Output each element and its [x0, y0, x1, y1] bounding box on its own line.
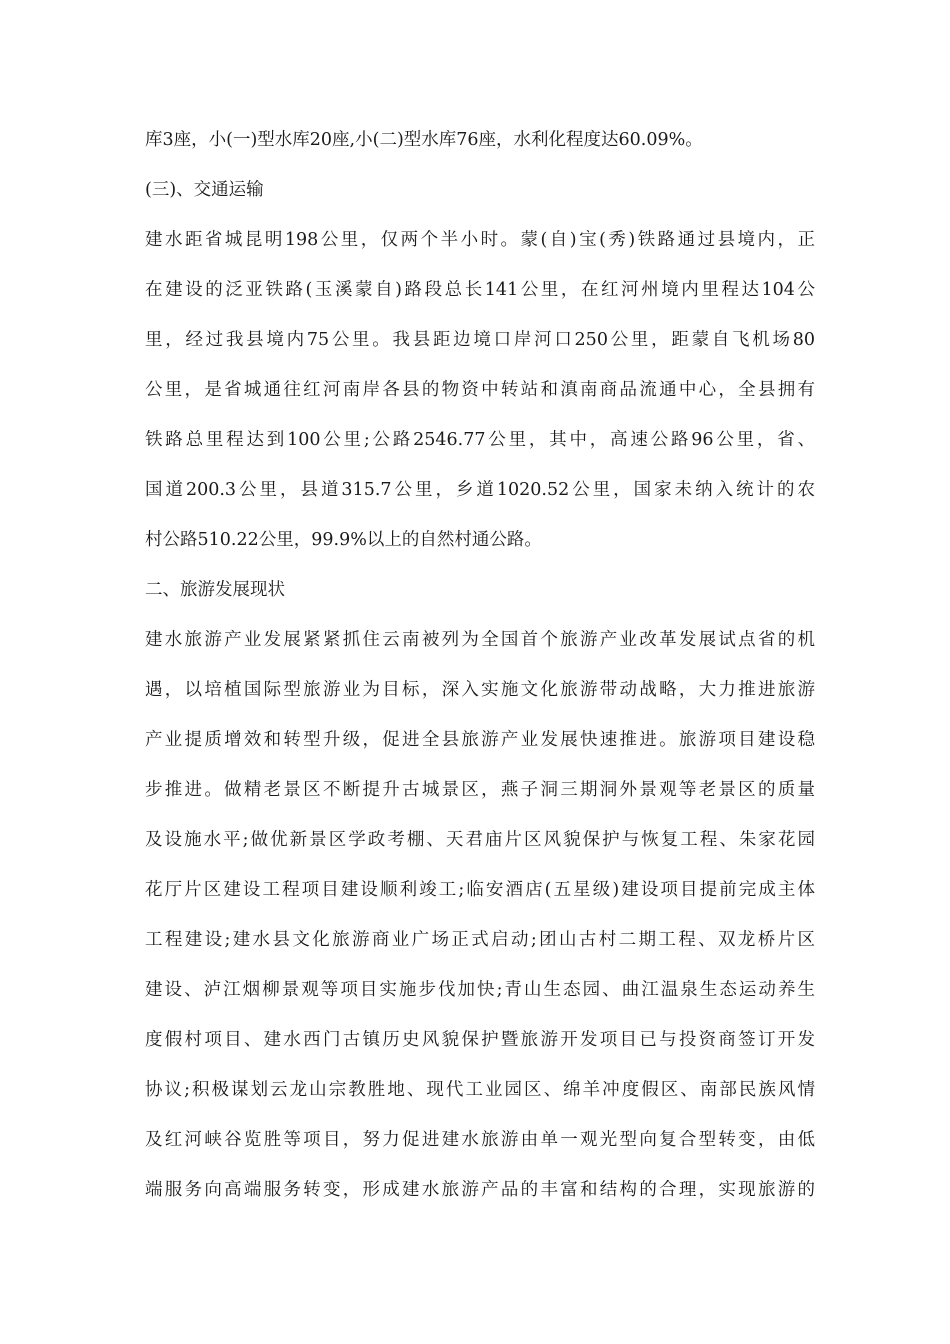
text-line: 及设施水平;做优新景区学政考棚、天君庙片区风貌保护与恢复工程、朱家花园 — [145, 830, 815, 850]
text-line: 公里，是省城通往红河南岸各县的物资中转站和滇南商品流通中心，全县拥有 — [145, 380, 815, 400]
text-line: 及红河峡谷览胜等项目，努力促进建水旅游由单一观光型向复合型转变，由低 — [145, 1130, 815, 1150]
text-line: 遇，以培植国际型旅游业为目标，深入实施文化旅游带动战略，大力推进旅游 — [145, 680, 815, 700]
text-line: 铁路总里程达到100公里;公路2546.77公里，其中，高速公路96公里，省、 — [145, 430, 815, 450]
text-line: 建水距省城昆明198公里，仅两个半小时。蒙(自)宝(秀)铁路通过县境内，正 — [145, 230, 815, 250]
text-line: 在建设的泛亚铁路(玉溪蒙自)路段总长141公里，在红河州境内里程达104公 — [145, 280, 815, 300]
text-line: 建水旅游产业发展紧紧抓住云南被列为全国首个旅游产业改革发展试点省的机 — [145, 630, 815, 650]
text-line: 花厅片区建设工程项目建设顺利竣工;临安酒店(五星级)建设项目提前完成主体 — [145, 880, 815, 900]
text-line: 工程建设;建水县文化旅游商业广场正式启动;团山古村二期工程、双龙桥片区 — [145, 930, 815, 950]
text-line: 里，经过我县境内75公里。我县距边境口岸河口250公里，距蒙自飞机场80 — [145, 330, 815, 350]
text-line: 库3座，小(一)型水库20座,小(二)型水库76座，水利化程度达60.09%。 — [145, 130, 703, 150]
text-line: 端服务向高端服务转变，形成建水旅游产品的丰富和结构的合理，实现旅游的 — [145, 1180, 815, 1200]
text-line: 村公路510.22公里，99.9%以上的自然村通公路。 — [145, 530, 542, 550]
text-line: 步推进。做精老景区不断提升古城景区，燕子洞三期洞外景观等老景区的质量 — [145, 780, 815, 800]
text-line: 协议;积极谋划云龙山宗教胜地、现代工业园区、绵羊冲度假区、南部民族风情 — [145, 1080, 815, 1100]
text-line: 度假村项目、建水西门古镇历史风貌保护暨旅游开发项目已与投资商签订开发 — [145, 1030, 815, 1050]
section-heading: 二、旅游发展现状 — [145, 580, 285, 600]
text-line: 国道200.3公里，县道315.7公里，乡道1020.52公里，国家未纳入统计的农 — [145, 480, 815, 500]
section-heading: (三)、交通运输 — [145, 180, 264, 200]
text-line: 产业提质增效和转型升级，促进全县旅游产业发展快速推进。旅游项目建设稳 — [145, 730, 815, 750]
text-line: 建设、泸江烟柳景观等项目实施步伐加快;青山生态园、曲江温泉生态运动养生 — [145, 980, 815, 1000]
